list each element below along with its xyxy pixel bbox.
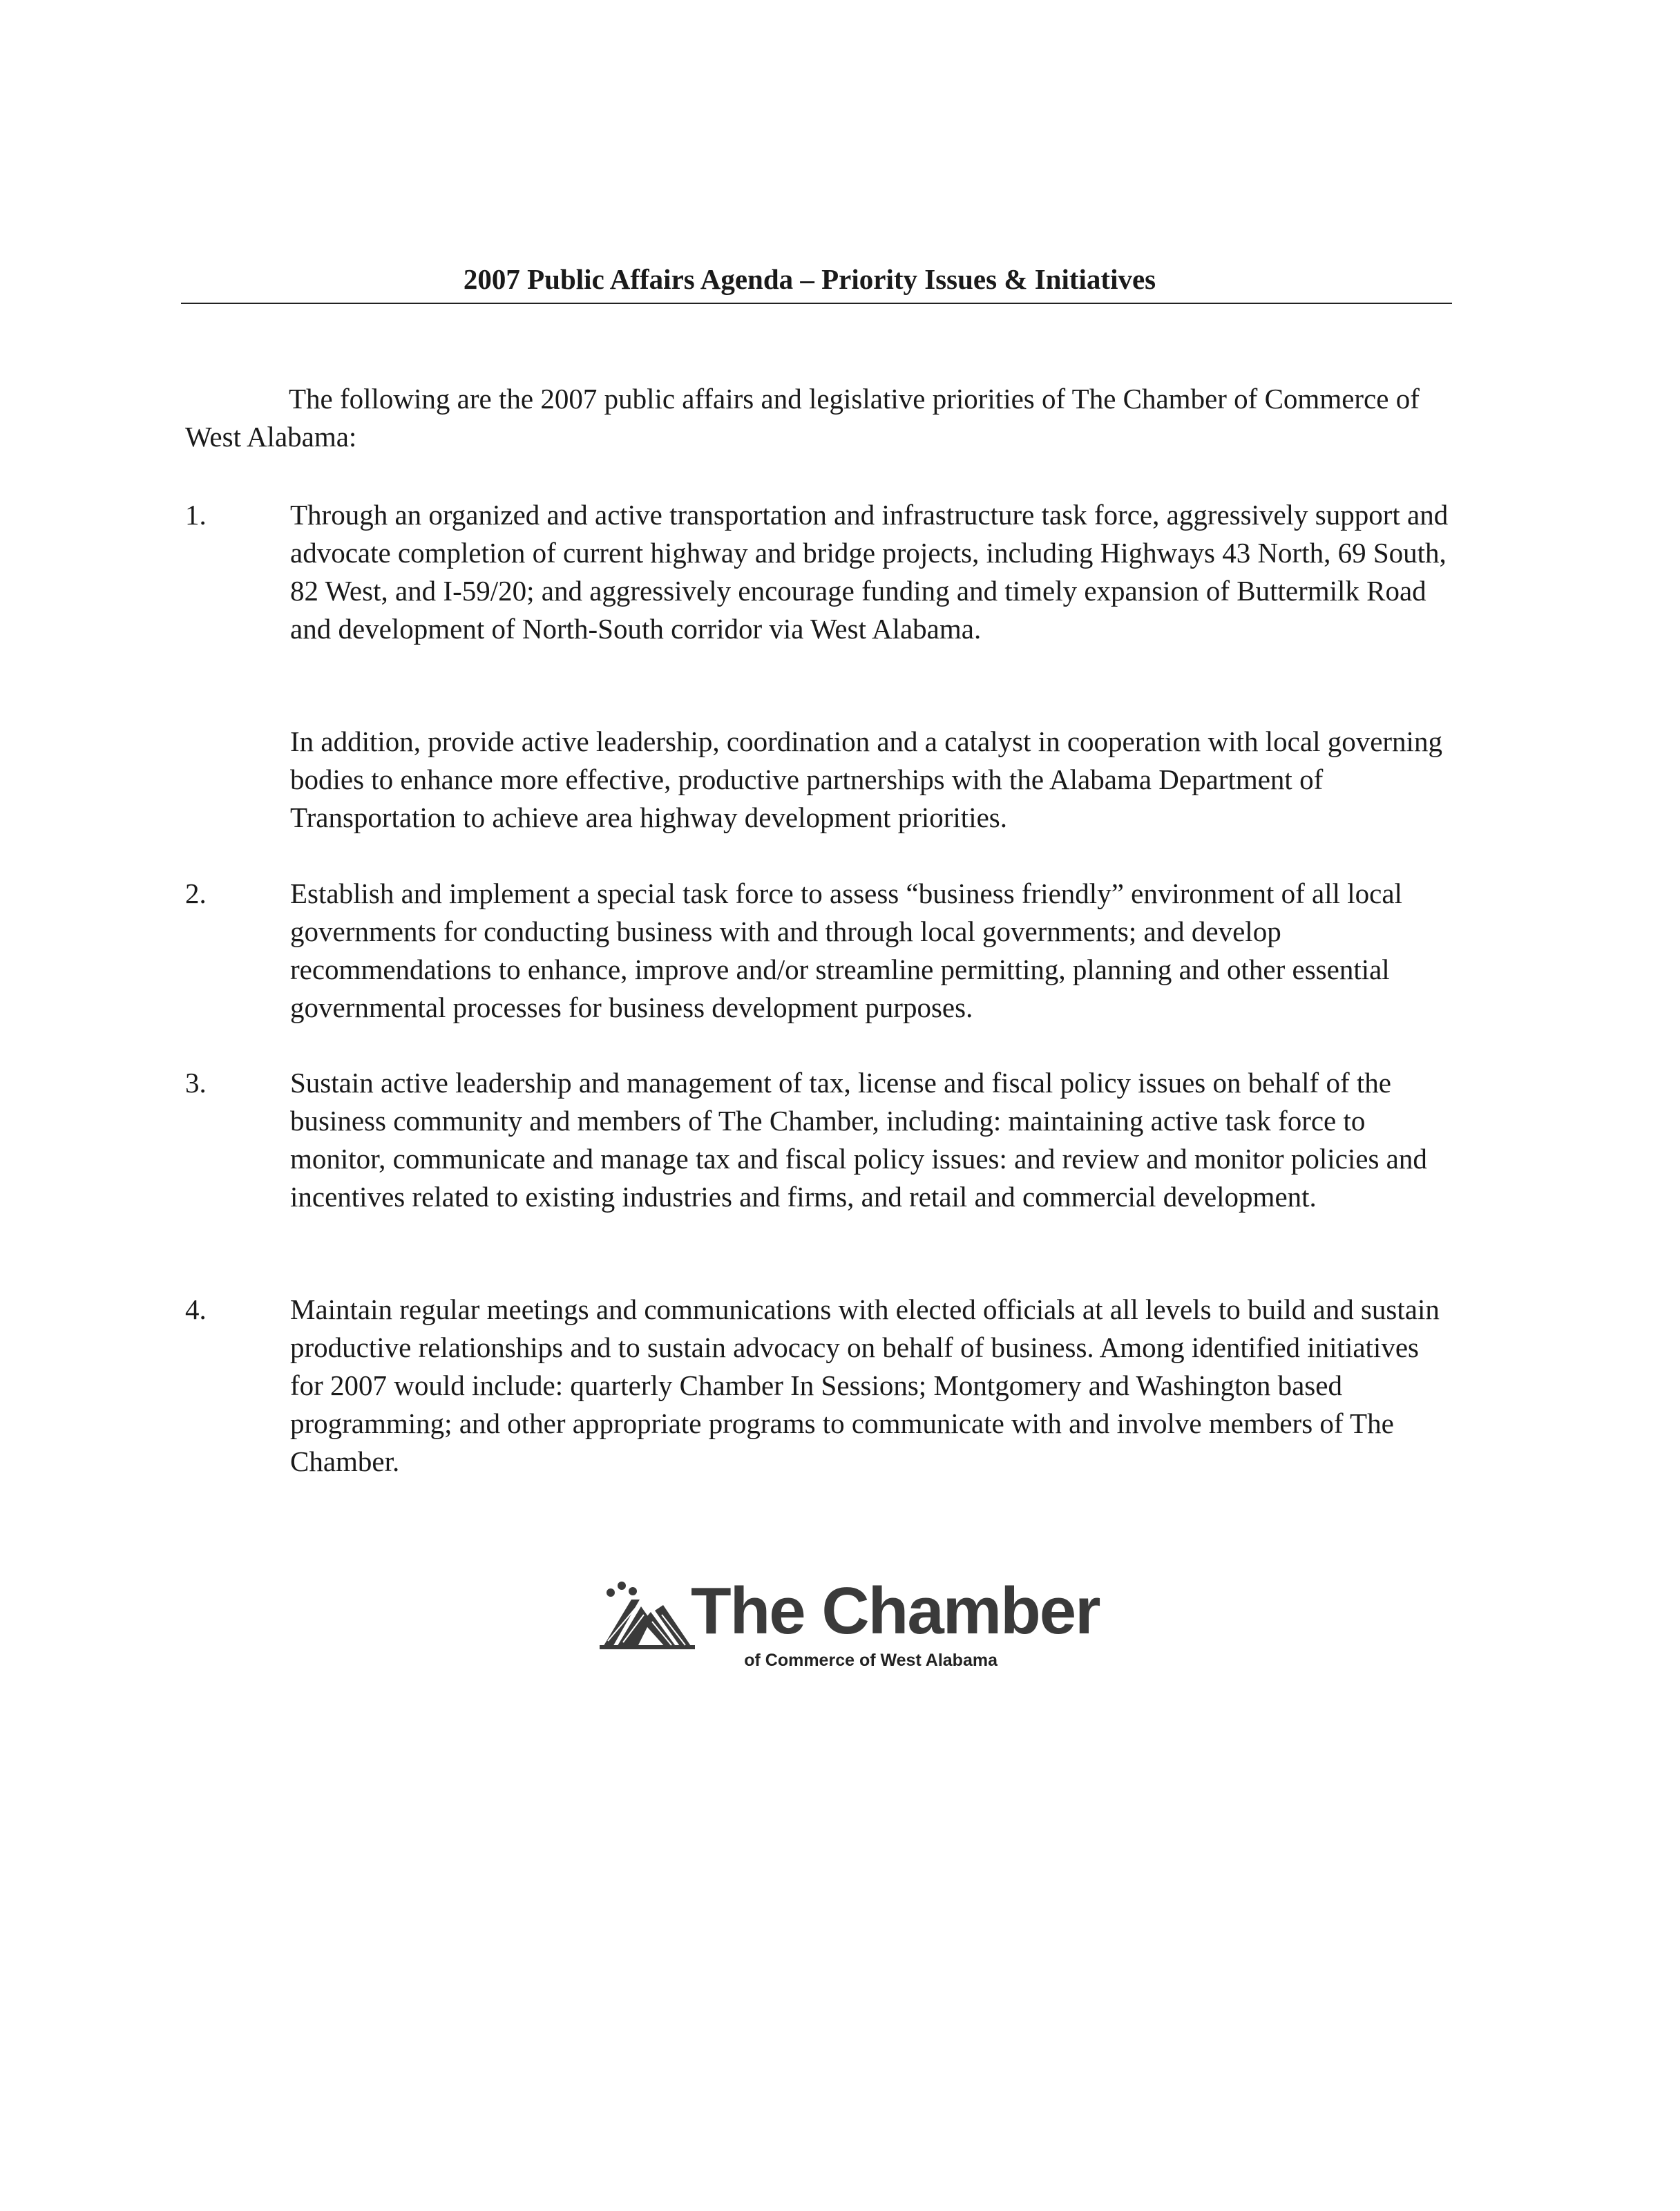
item-number: 3.	[185, 1067, 207, 1099]
item-number: 1.	[185, 499, 207, 531]
title-divider	[181, 303, 1452, 304]
item-paragraph: Establish and implement a special task force to assess “business friendly” environment of all local governments for conducting business with and through local governments; and develop recommendations to enhance, improve and/or streamline permitting, planning and other essential governmental processes for business development purposes.	[290, 877, 1402, 1023]
logo-subtitle: of Commerce of West Alabama	[744, 1651, 998, 1670]
item-number: 4.	[185, 1293, 207, 1325]
item-paragraph: Sustain active leadership and management of tax, license and fiscal policy issues on behalf of the business community and members of The Chamber, including: maintaining active task force to monitor, communicate and manage tax and fiscal policy issues: and review and monitor policies and incentives related to existing industries and firms, and retail and commercial development.	[290, 1067, 1427, 1213]
item-paragraph: Maintain regular meetings and communications with elected officials at all levels to build and sustain productive relationships and to sustain advocacy on behalf of business. Among identified initiatives for 2007 would include: quarterly Chamber In Sessions; Montgomery and Washington based programming; and other appropriate programs to communicate with and involve members of The Chamber.	[290, 1293, 1440, 1477]
item-paragraph: Through an organized and active transportation and infrastructure task force, aggressively support and advocate completion of current highway and bridge projects, including Highways 43 North, 69 South, 82 West, and I-59/20; and aggressively encourage funding and timely expansion of Buttermilk Road and development of North-South corridor via West Alabama.	[290, 499, 1449, 645]
chamber-logo	[595, 1574, 1100, 1689]
page-title: 2007 Public Affairs Agenda – Priority Issues & Initiatives	[463, 263, 1156, 295]
intro-paragraph: The following are the 2007 public affairs and legislative priorities of The Chamber of Commerce of West Alabama:	[185, 383, 1420, 453]
item-number: 2.	[185, 877, 207, 909]
item-paragraph: In addition, provide active leadership, coordination and a catalyst in cooperation with local governing bodies to enhance more effective, productive partnerships with the Alabama Department of Transportation to achieve area highway development priorities.	[290, 725, 1442, 833]
chamber-logo-mark-icon	[595, 1579, 699, 1655]
logo-name: The Chamber	[691, 1574, 1100, 1648]
